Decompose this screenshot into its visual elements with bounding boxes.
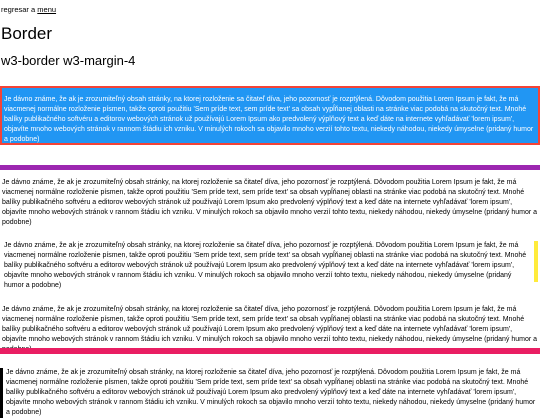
- menu-link[interactable]: menu: [37, 5, 57, 14]
- yellow-border-mark: [534, 241, 538, 282]
- page-title: Border: [1, 24, 53, 43]
- paragraph-3: Je dávno známe, že ak je zrozumiteľný obsah stránky, na ktorej rozloženie sa čitateľ díva, jeho pozornosť je rozptýlená. Dôvodom použitia Lorem Ipsum je fakt, že má viacmenej normálne rozloženie písmen, takže oproti použitiu 'Sem príde text, sem príde text' sa obsah vypĺňanej oblasti na stránke viac podobá na skutočný text. Mnohé balíky publikačného softvéru a editorov webových stránok už používajú Lorem Ipsum ako predvolený výplňový text a keď dáte na internete vyhľadávať 'lorem ipsum', objavíte mnoho webových stránok v rannom štádiu ich vzniku. V minulých rokoch sa objavilo mnoho verzií tohto textu, niekedy náhodou, niekedy úmyselne (pridaný humor a podobne): [4, 242, 527, 289]
- page-subtitle: w3-border w3-margin-4: [1, 53, 136, 68]
- paragraph-2: Je dávno známe, že ak je zrozumiteľný obsah stránky, na ktorej rozloženie sa čitateľ díva, jeho pozornosť je rozptýlená. Dôvodom použitia Lorem Ipsum je fakt, že má viacmenej normálne rozloženie písmen, takže oproti použitiu 'Sem príde text, sem príde text' sa obsah vypĺňanej oblasti na stránke viac podobá na skutočný text. Mnohé balíky publikačného softvéru a editorov webových stránok už používajú Lorem Ipsum ako predvolený výplňový text a keď dáte na internete vyhľadávať 'lorem ipsum', objavíte mnoho webových stránok v rannom štádiu ich vzniku. V minulých rokoch sa objavilo mnoho verzií tohto textu, niekedy náhodou, niekedy úmyselne (pridaný humor a podobne): [2, 179, 538, 226]
- back-prefix: regresar a: [1, 5, 36, 14]
- paragraph-4: Je dávno známe, že ak je zrozumiteľný obsah stránky, na ktorej rozloženie sa čitateľ díva, jeho pozornosť je rozptýlená. Dôvodom použitia Lorem Ipsum je fakt, že má viacmenej normálne rozloženie písmen, takže oproti použitiu 'Sem príde text, sem príde text' sa obsah vypĺňanej oblasti na stránke viac podobá na skutočný text. Mnohé balíky publikačného softvéru a editorov webových stránok už používajú Lorem Ipsum ako predvolený výplňový text a keď dáte na internete vyhľadávať 'lorem ipsum', objavíte mnoho webových stránok v rannom štádiu ich vzniku. V minulých rokoch sa objavilo mnoho verzií tohto textu, niekedy náhodou, niekedy úmyselne (pridaný humor a: [2, 306, 538, 343]
- paragraph-5: Je dávno známe, že ak je zrozumiteľný obsah stránky, na ktorej rozloženie sa čitateľ díva, jeho pozornosť je rozptýlená. Dôvodom použitia Lorem Ipsum je fakt, že má viacmenej normálne rozloženie písmen, takže oproti použitiu 'Sem príde text, sem príde text' sa obsah vypĺňanej oblasti na stránke viac podobá na skutočný text. Mnohé balíky publikačného softvéru a editorov webových stránok už používajú Lorem Ipsum ako predvolený výplňový text a keď dáte na internete vyhľadávať 'lorem ipsum', objavíte mnoho webových stránok v rannom štádiu ich vzniku. V minulých rokoch sa objavilo mnoho verzií tohto textu, niekedy náhodou, niekedy úmyselne (pridaný humor a podobne): [0, 368, 540, 418]
- pink-border-bar: [0, 348, 540, 354]
- back-link-line: [1, 5, 56, 14]
- blue-bordered-paragraph: Je dávno známe, že ak je zrozumiteľný obsah stránky, na ktorej rozloženie sa čitateľ díva, jeho pozornosť je rozptýlená. Dôvodom použitia Lorem Ipsum je fakt, že má viacmenej normálne rozloženie písmen, takže oproti použitiu 'Sem príde text, sem príde text' sa obsah vypĺňanej oblasti na stránke viac podobá na skutočný text. Mnohé balíky publikačného softvéru a editorov webových stránok už používajú Lorem Ipsum ako predvolený výplňový text a keď dáte na internete vyhľadávať 'lorem ipsum', objavíte mnoho webových stránok v rannom štádiu ich vzniku. V minulých rokoch sa objavilo mnoho verzií tohto textu, niekedy náhodou, niekedy úmyselne (pridaný humor a podobne): [0, 86, 540, 145]
- purple-border-bar: [0, 165, 540, 170]
